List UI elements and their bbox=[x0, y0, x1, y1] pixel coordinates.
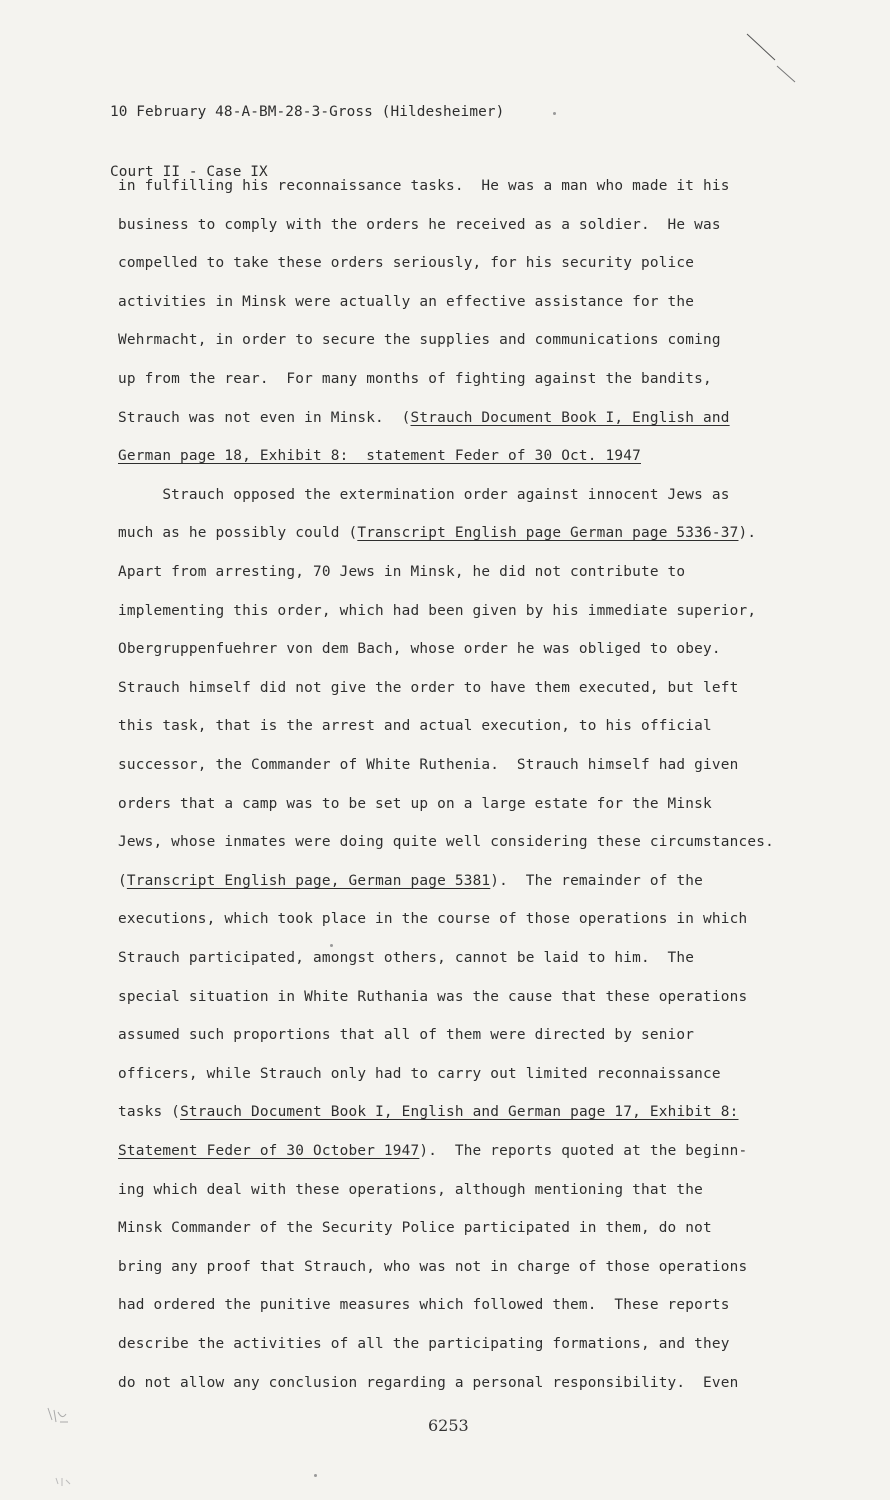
body-line bbox=[118, 485, 730, 505]
line-text: officers, while Strauch only had to carry out limited reconnaissance bbox=[118, 1065, 721, 1082]
body-line bbox=[118, 215, 721, 235]
body-line bbox=[118, 639, 721, 659]
margin-scribble-mark bbox=[42, 1400, 82, 1490]
paper-speck bbox=[330, 944, 333, 947]
body-line bbox=[118, 871, 703, 891]
line-text: in fulfilling his reconnaissance tasks. He was a man who made it his bbox=[118, 178, 730, 194]
body-line bbox=[118, 330, 721, 350]
underlined-citation: Transcript English page, German page 5381 bbox=[126, 872, 491, 889]
line-text: Minsk Commander of the Security Police participated in them, do not bbox=[118, 1220, 712, 1237]
line-text: special situation in White Ruthania was the cause that these operations bbox=[118, 988, 748, 1005]
line-text: Apart from arresting, 70 Jews in Minsk, he did not contribute to bbox=[118, 564, 686, 580]
line-text: Strauch opposed the extermination order against innocent Jews as bbox=[118, 486, 730, 503]
underlined-citation: Strauch Document Book I, English and German page 17, Exhibit 8: bbox=[180, 1104, 739, 1121]
line-text: ing which deal with these operations, although mentioning that the bbox=[118, 1181, 704, 1198]
pen-stroke-mark bbox=[745, 30, 805, 90]
body-line bbox=[118, 794, 712, 814]
line-text: ). The remainder of the bbox=[490, 872, 704, 889]
line-text: compelled to take these orders seriously, for his security police bbox=[118, 255, 695, 272]
body-line bbox=[118, 1218, 712, 1238]
line-text: Strauch himself did not give the order to have them executed, but left bbox=[118, 679, 739, 696]
line-text: Wehrmacht, in order to secure the supplies and communications coming bbox=[118, 332, 721, 349]
line-text: tasks ( bbox=[118, 1104, 181, 1121]
line-text: Jews, whose inmates were doing quite well considering these circumstances. bbox=[118, 834, 774, 851]
body-line bbox=[118, 253, 694, 273]
body-line bbox=[118, 1334, 730, 1354]
body-line bbox=[118, 1180, 703, 1200]
body-line bbox=[118, 1141, 747, 1161]
line-text: ). bbox=[738, 525, 757, 542]
header-line-1: 10 February 48-A-BM-28-3-Gross (Hildesheimer) bbox=[110, 104, 505, 120]
underlined-citation: Strauch Document Book I, English and bbox=[410, 409, 730, 426]
page-number: 6253 bbox=[428, 1416, 469, 1435]
line-text: Strauch was not even in Minsk. ( bbox=[118, 409, 411, 426]
line-text: bring any proof that Strauch, who was not in charge of those operations bbox=[118, 1258, 748, 1275]
document-header bbox=[110, 62, 504, 222]
body-line bbox=[118, 755, 738, 775]
body-line bbox=[118, 446, 641, 466]
body-line bbox=[118, 948, 694, 968]
body-line bbox=[118, 562, 685, 582]
body-line bbox=[118, 1064, 721, 1084]
line-text: do not allow any conclusion regarding a personal responsibility. Even bbox=[118, 1374, 739, 1391]
line-text: had ordered the punitive measures which followed them. These reports bbox=[118, 1297, 730, 1314]
line-text: implementing this order, which had been given by his immediate superior, bbox=[118, 602, 757, 619]
underlined-citation: Statement Feder of 30 October 1947 bbox=[118, 1143, 420, 1159]
body-line bbox=[118, 1257, 747, 1277]
line-text: Obergruppenfuehrer von dem Bach, whose order he was obliged to obey. bbox=[118, 641, 721, 658]
paper-speck bbox=[314, 1474, 317, 1477]
body-line bbox=[118, 176, 730, 196]
line-text: executions, which took place in the course of those operations in which bbox=[118, 911, 748, 928]
line-text: successor, the Commander of White Ruthenia. Strauch himself had given bbox=[118, 757, 739, 773]
body-line bbox=[118, 1025, 694, 1045]
body-line bbox=[118, 369, 712, 389]
body-line bbox=[118, 292, 694, 312]
line-text: up from the rear. For many months of fighting against the bandits, bbox=[118, 371, 712, 387]
body-line bbox=[118, 601, 756, 621]
body-line bbox=[118, 408, 730, 428]
body-line bbox=[118, 1373, 738, 1393]
line-text: Strauch participated, amongst others, cannot be laid to him. The bbox=[118, 950, 695, 966]
paper-speck bbox=[553, 112, 556, 115]
underlined-citation: German page 18, Exhibit 8: statement Feder of 30 Oct. 1947 bbox=[118, 448, 641, 465]
line-text: describe the activities of all the participating formations, and they bbox=[118, 1336, 730, 1352]
body-line bbox=[118, 832, 774, 852]
line-text: assumed such proportions that all of them were directed by senior bbox=[118, 1027, 695, 1044]
body-line bbox=[118, 1102, 739, 1122]
line-text: ). The reports quoted at the beginn- bbox=[419, 1143, 748, 1159]
line-text: much as he possibly could ( bbox=[118, 525, 358, 542]
line-text: ( bbox=[118, 872, 127, 889]
line-text: this task, that is the arrest and actual execution, to his official bbox=[118, 718, 712, 735]
body-line bbox=[118, 716, 712, 736]
body-line bbox=[118, 1295, 730, 1315]
header-line-2: Court II - Case IX bbox=[110, 164, 268, 180]
underlined-citation: Transcript English page German page 5336-37 bbox=[357, 525, 739, 542]
line-text: orders that a camp was to be set up on a large estate for the Minsk bbox=[118, 795, 712, 812]
body-line bbox=[118, 678, 738, 698]
body-line bbox=[118, 909, 747, 929]
line-text: business to comply with the orders he received as a soldier. He was bbox=[118, 216, 721, 233]
line-text: activities in Minsk were actually an effective assistance for the bbox=[118, 293, 695, 310]
body-line bbox=[118, 987, 747, 1007]
body-line bbox=[118, 523, 756, 543]
